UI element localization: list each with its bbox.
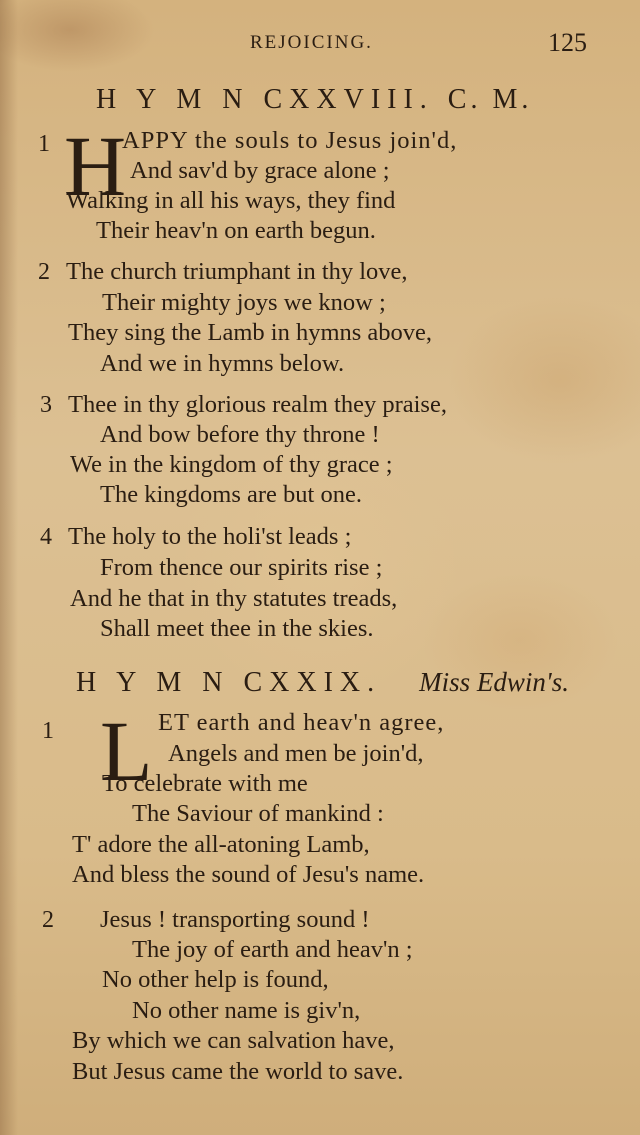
hymn-129-title-text: H Y M N CXXIX. xyxy=(76,667,382,698)
verse-line: APPY the souls to Jesus join'd, xyxy=(122,127,458,154)
verse-line: By which we can salvation have, xyxy=(72,1027,395,1054)
running-head: REJOICING. xyxy=(250,32,373,53)
verse-line: Jesus ! transporting sound ! xyxy=(100,906,370,933)
verse-line: They sing the Lamb in hymns above, xyxy=(68,319,433,346)
hymn-129-title xyxy=(76,667,569,699)
verse-line: The joy of earth and heav'n ; xyxy=(132,936,413,963)
verse-line: And he that in thy statutes treads, xyxy=(70,585,398,612)
page-header xyxy=(0,30,640,60)
verse-number: 1 xyxy=(42,718,54,744)
verse-number: 4 xyxy=(40,524,52,550)
verse-line: To celebrate with me xyxy=(102,770,308,797)
verse-line: We in the kingdom of thy grace ; xyxy=(70,451,393,478)
verse-number: 1 xyxy=(38,131,50,157)
verse-line: The Saviour of mankind : xyxy=(132,800,384,827)
hymn-129-attribution: Miss Edwin's. xyxy=(419,667,569,697)
page-number: 125 xyxy=(548,28,587,57)
verse-line: The holy to the holi'st leads ; xyxy=(68,523,352,550)
verse-line: The kingdoms are but one. xyxy=(100,481,362,508)
page-spine-shadow xyxy=(0,0,18,1135)
drop-cap: L xyxy=(100,703,153,799)
verse-line: No other help is found, xyxy=(102,966,329,993)
verse-line: No other name is giv'n, xyxy=(132,997,361,1024)
verse-line: Thee in thy glorious realm they praise, xyxy=(68,391,447,418)
verse-line: The church triumphant in thy love, xyxy=(66,258,408,285)
hymn-128-meter: C. M. xyxy=(447,84,533,115)
verse-number: 2 xyxy=(42,907,54,933)
verse-line: T' adore the all-atoning Lamb, xyxy=(72,831,370,858)
hymn-128-title xyxy=(96,84,532,116)
verse-line: Walking in all his ways, they find xyxy=(66,187,396,214)
verse-line: Angels and men be join'd, xyxy=(168,740,424,767)
verse-line: From thence our spirits rise ; xyxy=(100,554,383,581)
verse-number: 2 xyxy=(38,259,50,285)
verse-line: But Jesus came the world to save. xyxy=(72,1058,404,1085)
verse-line: Their mighty joys we know ; xyxy=(102,289,386,316)
verse-line: And bow before thy throne ! xyxy=(100,421,380,448)
verse-line: And bless the sound of Jesu's name. xyxy=(72,861,425,888)
verse-line: Shall meet thee in the skies. xyxy=(100,615,374,642)
verse-line: Their heav'n on earth begun. xyxy=(96,217,376,244)
drop-cap: H xyxy=(64,118,127,214)
hymn-128-title-text: H Y M N CXXVIII. xyxy=(96,84,434,115)
verse-number: 3 xyxy=(40,392,52,418)
verse-line: And we in hymns below. xyxy=(100,350,345,377)
verse-line: And sav'd by grace alone ; xyxy=(130,157,390,184)
verse-line: ET earth and heav'n agree, xyxy=(158,709,445,736)
